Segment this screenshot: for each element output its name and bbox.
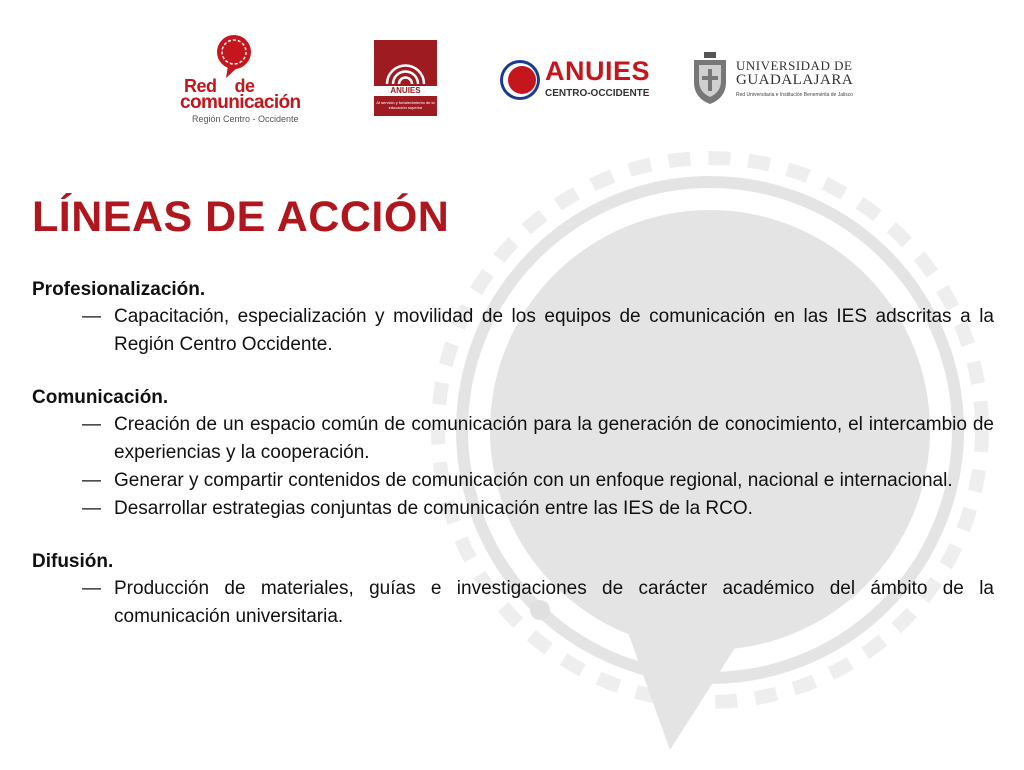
em-dash-bullet: — xyxy=(82,470,101,491)
item-text: Capacitación, especialización y movilidad de los equipos de comunicación en las IES adscritas a la Región Centro Occidente. xyxy=(114,306,994,355)
item-text: Generar y compartir contenidos de comunicación con un enfoque regional, nacional e internacional. xyxy=(114,470,953,491)
anuies-ring-icon xyxy=(498,54,544,104)
slide-title: LÍNEAS DE ACCIÓN xyxy=(32,193,450,241)
item-text: Desarrollar estrategias conjuntas de comunicación entre las IES de la RCO. xyxy=(114,498,753,519)
section-profesionalizacion xyxy=(32,276,994,359)
list-item xyxy=(32,575,994,631)
red-logo-line2: comunicación xyxy=(180,92,301,113)
udg-line3: Red Universitaria e Institución Benemérita de Jalisco xyxy=(736,92,853,98)
section-heading: Comunicación. xyxy=(32,387,169,408)
speech-bubble-icon xyxy=(214,34,254,80)
red-logo-line1: Red de xyxy=(184,76,255,96)
slide-content xyxy=(32,190,994,631)
anuies-co-subtitle: CENTRO-OCCIDENTE xyxy=(545,88,650,99)
anuies-co-name: ANUIES xyxy=(545,56,651,86)
logo-bar xyxy=(0,30,1024,130)
item-text: Producción de materiales, guías e investigaciones de carácter académico del ámbito de la comunicación universitaria. xyxy=(114,578,994,627)
arches-icon xyxy=(383,46,428,86)
anuies-square-logo xyxy=(374,40,437,116)
section-items xyxy=(32,411,994,523)
section-difusion xyxy=(32,548,994,631)
section-heading: Difusión. xyxy=(32,551,114,572)
list-item xyxy=(32,467,994,495)
coat-of-arms-icon xyxy=(690,52,730,106)
list-item xyxy=(32,303,994,359)
anuies-square-name: ANUIES xyxy=(374,86,437,96)
item-text: Creación de un espacio común de comunicación para la generación de conocimiento, el intercambio de experiencias y la cooperación. xyxy=(114,414,994,463)
section-items xyxy=(32,575,994,631)
em-dash-bullet: — xyxy=(82,306,101,327)
section-items xyxy=(32,303,994,359)
em-dash-bullet: — xyxy=(82,414,101,435)
udg-line2: GUADALAJARA xyxy=(736,72,854,88)
list-item xyxy=(32,495,994,523)
section-comunicacion xyxy=(32,384,994,523)
red-de-comunicacion-logo xyxy=(180,34,310,129)
em-dash-bullet: — xyxy=(82,498,101,519)
anuies-square-subtitle: Al servicio y fortalecimiento de la educación superior xyxy=(376,100,435,110)
red-logo-line3: Región Centro - Occidente xyxy=(192,114,299,124)
list-item xyxy=(32,411,994,467)
em-dash-bullet: — xyxy=(82,578,101,599)
section-heading: Profesionalización. xyxy=(32,279,206,300)
anuies-centro-occidente-logo xyxy=(498,54,651,106)
udg-line1: UNIVERSIDAD DE xyxy=(736,58,853,73)
universidad-de-guadalajara-logo xyxy=(690,52,860,112)
